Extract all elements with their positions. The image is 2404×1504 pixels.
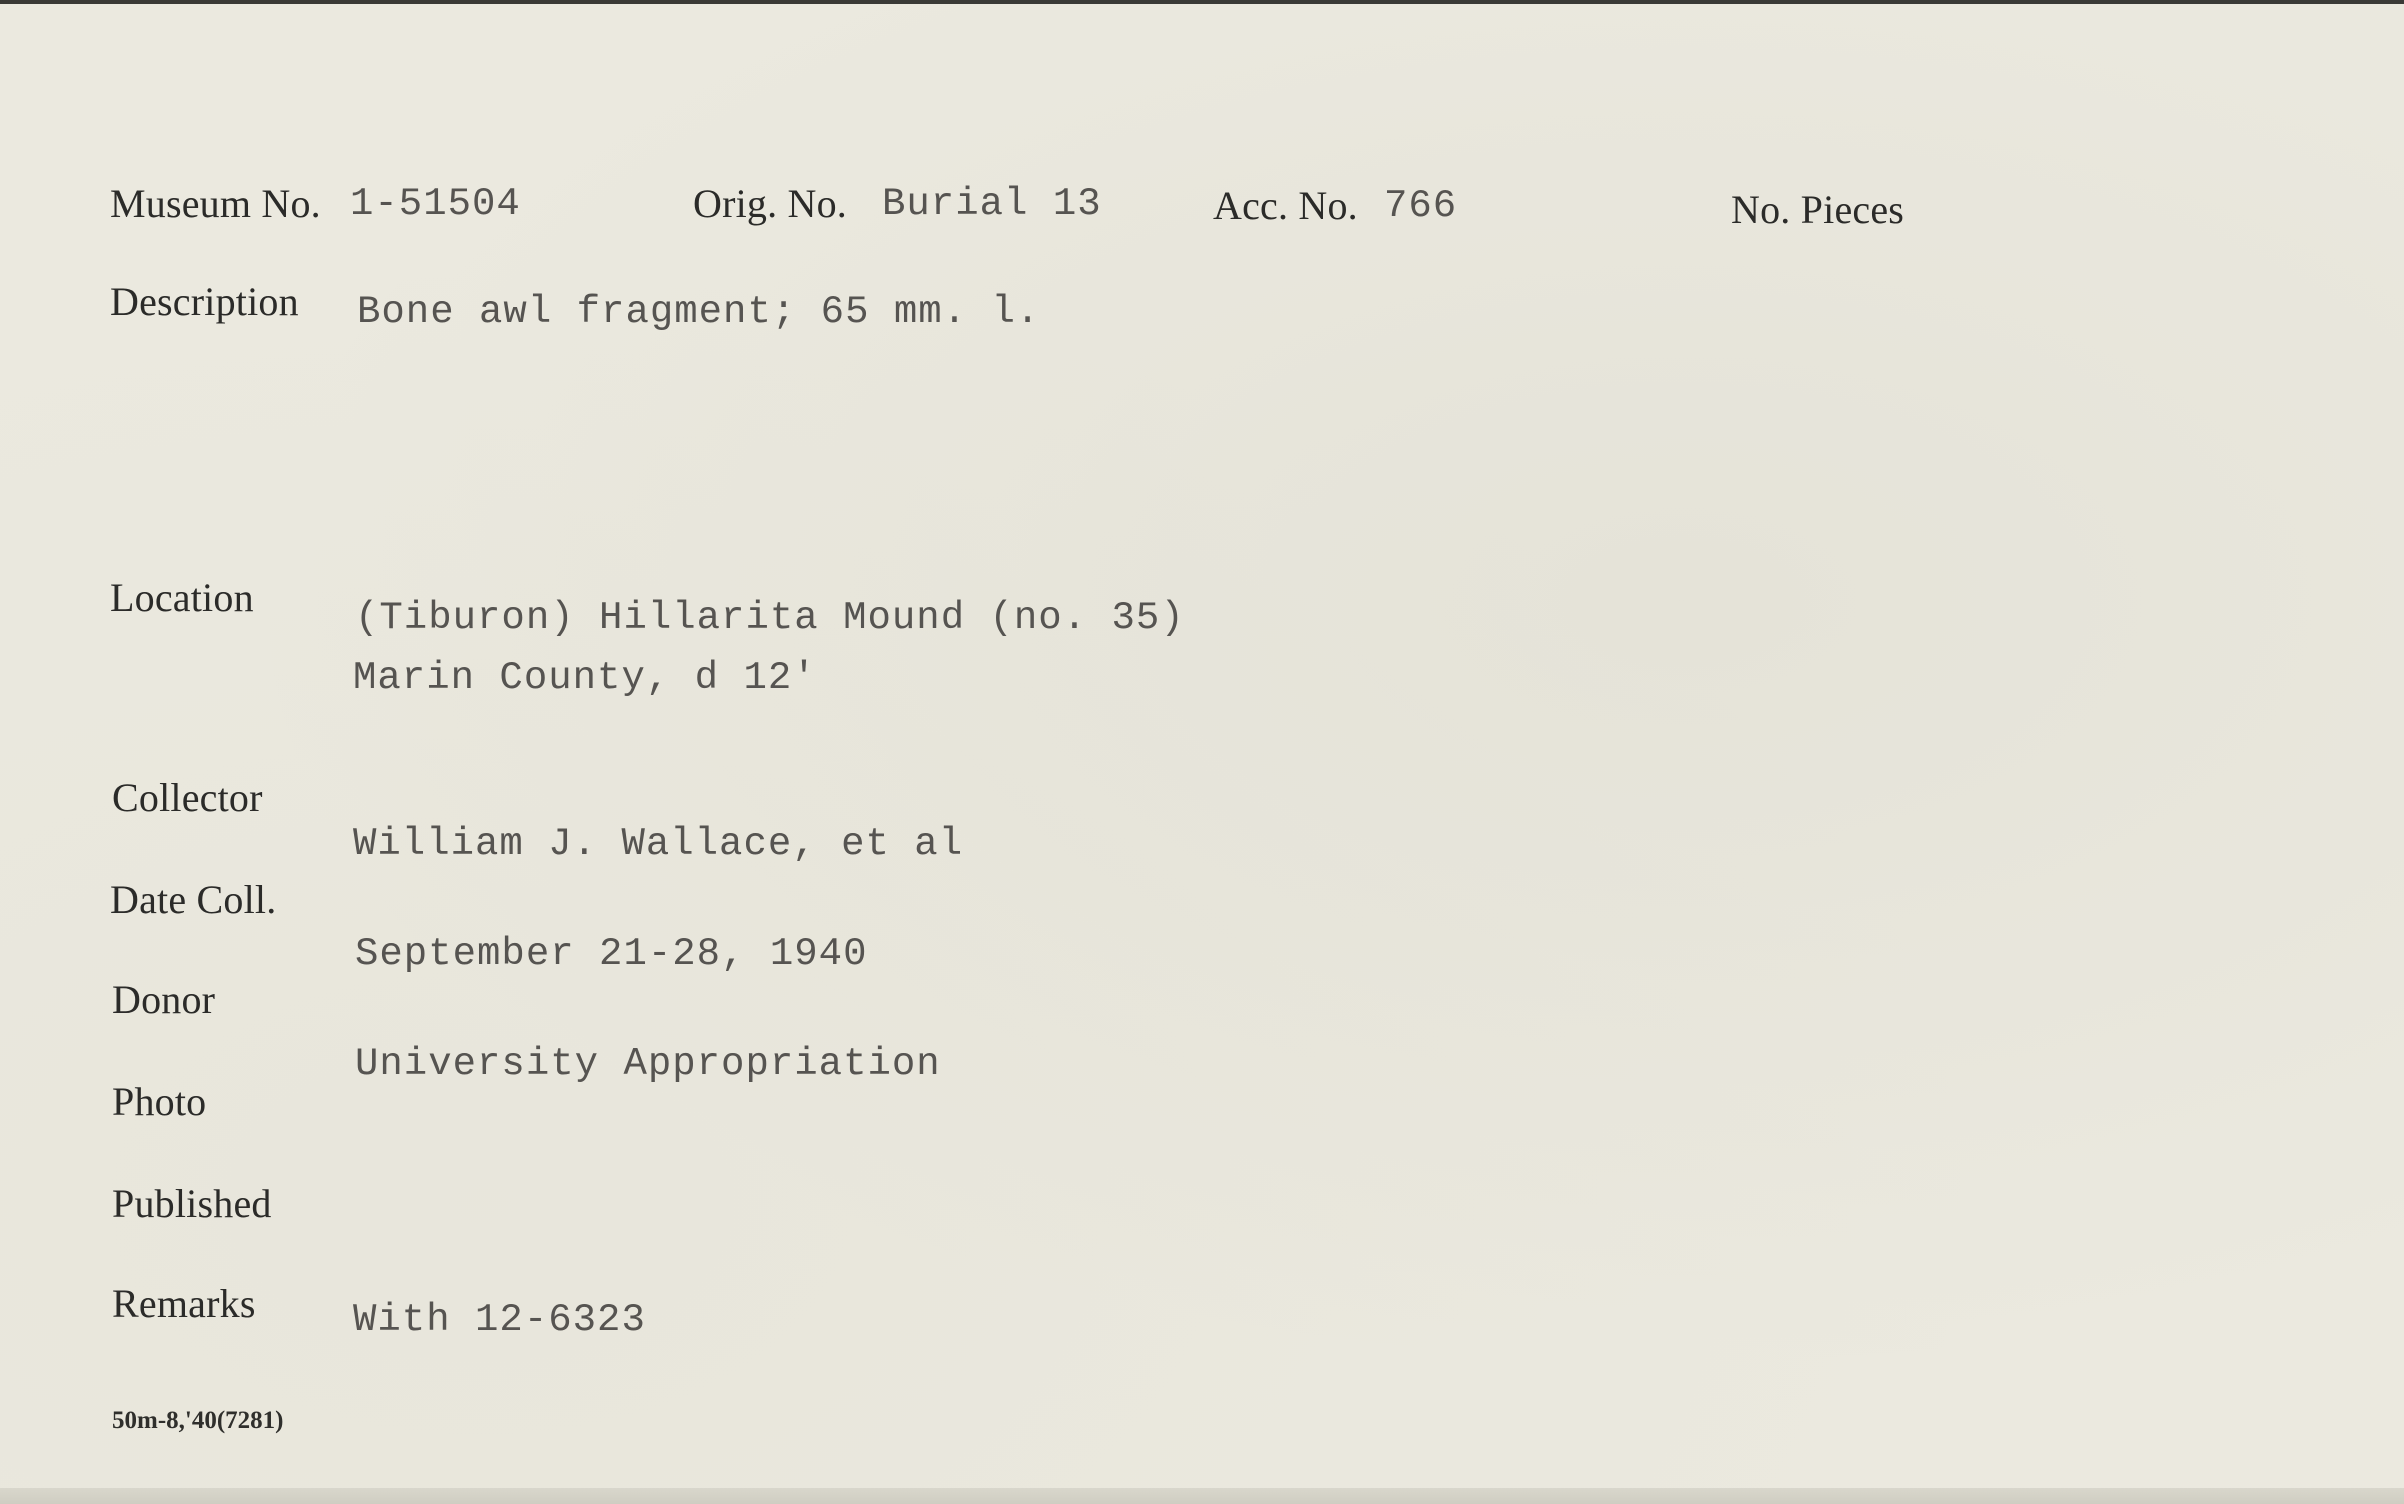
museum-no-value: 1-51504	[350, 182, 521, 226]
no-pieces-label: No. Pieces	[1731, 187, 1905, 232]
collector-value: William J. Wallace, et al	[353, 822, 964, 866]
acc-no-label: Acc. No.	[1213, 183, 1358, 228]
date-coll-label: Date Coll.	[110, 877, 277, 922]
description-value: Bone awl fragment; 65 mm. l.	[357, 290, 1041, 334]
donor-label: Donor	[112, 977, 216, 1022]
photo-label: Photo	[112, 1079, 207, 1124]
donor-value: University Appropriation	[355, 1042, 941, 1086]
museum-no-label: Museum No.	[110, 181, 321, 226]
card-top-edge	[0, 0, 2404, 4]
date-coll-value: September 21-28, 1940	[355, 932, 868, 976]
card-bottom-edge	[0, 1488, 2404, 1504]
description-label: Description	[110, 279, 299, 324]
remarks-label: Remarks	[112, 1281, 256, 1326]
acc-no-value: 766	[1384, 184, 1458, 228]
orig-no-value: Burial 13	[882, 182, 1102, 226]
location-line2: Marin County, d 12'	[353, 656, 817, 700]
form-print-code: 50m-8,'40(7281)	[112, 1407, 284, 1434]
location-label: Location	[110, 575, 254, 620]
published-label: Published	[112, 1181, 272, 1226]
orig-no-label: Orig. No.	[693, 181, 848, 226]
remarks-value: With 12-6323	[353, 1298, 646, 1342]
collector-label: Collector	[112, 775, 263, 820]
location-line1: (Tiburon) Hillarita Mound (no. 35)	[355, 596, 1185, 640]
